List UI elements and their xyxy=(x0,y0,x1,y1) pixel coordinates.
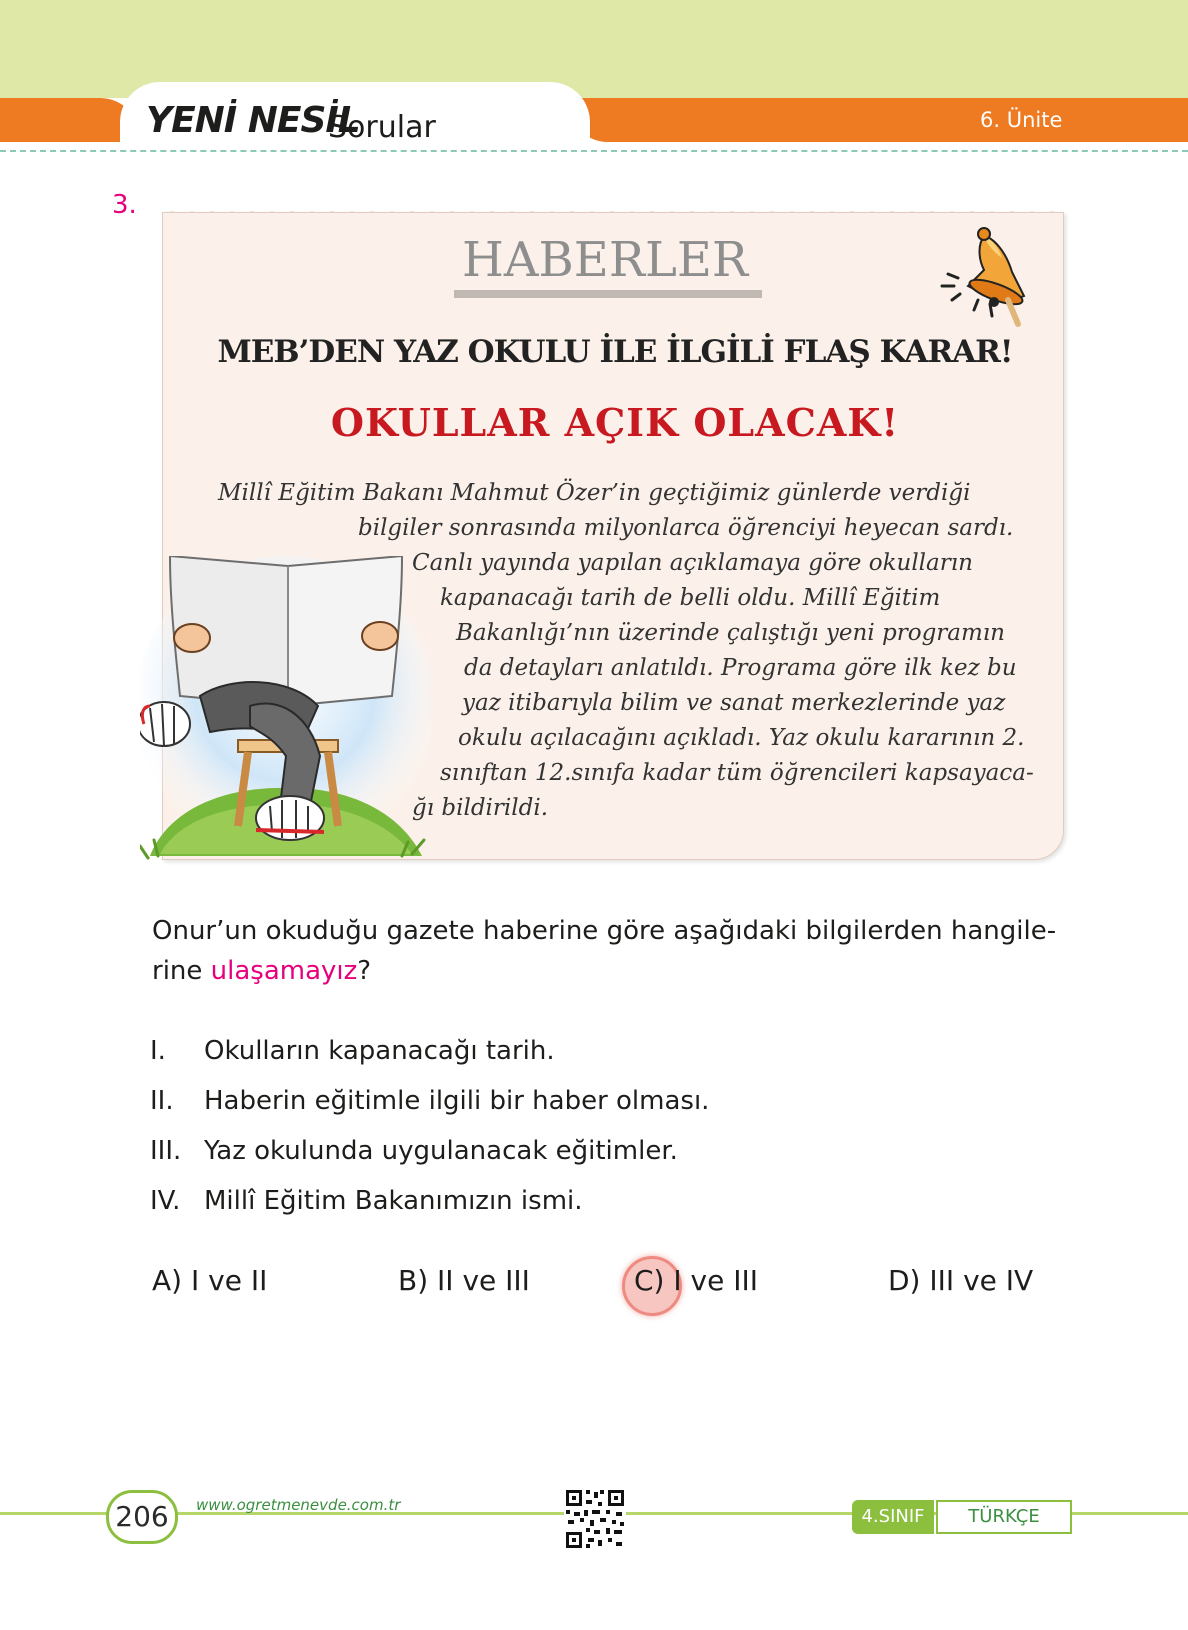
news-title: HABERLER xyxy=(461,232,749,288)
article-line: yaz itibarıyla bilim ve sanat merkezlerinde yaz xyxy=(462,690,1006,716)
statement-number: IV. xyxy=(150,1186,181,1216)
newspaper-reader-illustration xyxy=(140,556,430,872)
article-line: Bakanlığı’nın üzerinde çalıştığı yeni programın xyxy=(456,620,1005,646)
news-subheadline: OKULLAR AÇIK OLACAK! xyxy=(330,400,900,445)
news-title-underline xyxy=(454,290,762,298)
choice-label: B) xyxy=(398,1264,429,1297)
statement-text: Yaz okulunda uygulanacak eğitimler. xyxy=(204,1136,678,1166)
choice-label: C) xyxy=(634,1264,665,1297)
header-orange-right xyxy=(568,98,1188,142)
choice-text: I ve III xyxy=(673,1264,759,1297)
qr-code-icon xyxy=(564,1488,626,1550)
statement-text: Okulların kapanacağı tarih. xyxy=(204,1036,555,1066)
article-line: bilgiler sonrasında milyonlarca öğrenciyi heyecan sardı. xyxy=(358,515,1014,541)
article-line: ğı bildirildi. xyxy=(412,795,549,821)
statement-text: Millî Eğitim Bakanımızın ismi. xyxy=(204,1186,583,1216)
header-divider xyxy=(0,150,1188,152)
statement-item xyxy=(150,1186,583,1216)
bell-icon xyxy=(938,216,1038,328)
header-orange-left xyxy=(0,98,140,142)
question-line-1: Onur’un okuduğu gazete haberine göre aşağıdaki bilgilerden hangile- xyxy=(152,916,1057,946)
website-link[interactable]: www.ogretmenevde.com.tr xyxy=(196,1496,401,1514)
question-highlight: ulaşamayız xyxy=(210,956,358,986)
article-line: Canlı yayında yapılan açıklamaya göre okulların xyxy=(412,550,973,576)
unit-label: 6. Ünite xyxy=(980,108,1063,132)
choice-text: II ve III xyxy=(437,1264,530,1297)
statement-number: I. xyxy=(150,1036,166,1066)
statement-number: III. xyxy=(150,1136,182,1166)
statement-item xyxy=(150,1036,555,1066)
statement-text: Haberin eğitimle ilgili bir haber olması. xyxy=(204,1086,710,1116)
question-line-2-prefix: rine xyxy=(152,956,211,986)
brand-title: YENİ NESİL xyxy=(146,100,360,141)
choice-text: III ve IV xyxy=(929,1264,1034,1297)
question-number: 3. xyxy=(112,190,137,220)
statement-item xyxy=(150,1136,678,1166)
choice-c[interactable] xyxy=(634,1264,758,1297)
page-number: 206 xyxy=(115,1500,169,1533)
grade-label: 4.SINIF xyxy=(861,1506,925,1527)
choice-text: I ve II xyxy=(190,1264,268,1297)
choice-a[interactable] xyxy=(152,1264,267,1297)
choice-label: A) xyxy=(152,1264,183,1297)
article-line: okulu açılacağını açıkladı. Yaz okulu kararının 2. xyxy=(458,725,1025,751)
article-line: kapanacağı tarih de belli oldu. Millî Eğitim xyxy=(440,585,941,611)
article-line: da detayları anlatıldı. Programa göre ilk kez bu xyxy=(464,655,1017,681)
brand-subtitle: Sorular xyxy=(328,110,436,145)
choice-d[interactable] xyxy=(888,1264,1033,1297)
question-line-2 xyxy=(152,956,371,986)
subject-label: TÜRKÇE xyxy=(968,1506,1040,1527)
choice-label: D) xyxy=(888,1264,921,1297)
statement-item xyxy=(150,1086,709,1116)
statement-number: II. xyxy=(150,1086,174,1116)
news-headline: MEB’DEN YAZ OKULU İLE İLGİLİ FLAŞ KARAR! xyxy=(217,334,1013,370)
question-line-2-suffix: ? xyxy=(357,956,372,986)
article-line: sınıftan 12.sınıfa kadar tüm öğrencileri kapsayaca- xyxy=(440,760,1034,786)
choice-b[interactable] xyxy=(398,1264,530,1297)
article-line: Millî Eğitim Bakanı Mahmut Özer’in geçtiğimiz günlerde verdiği xyxy=(218,480,971,506)
